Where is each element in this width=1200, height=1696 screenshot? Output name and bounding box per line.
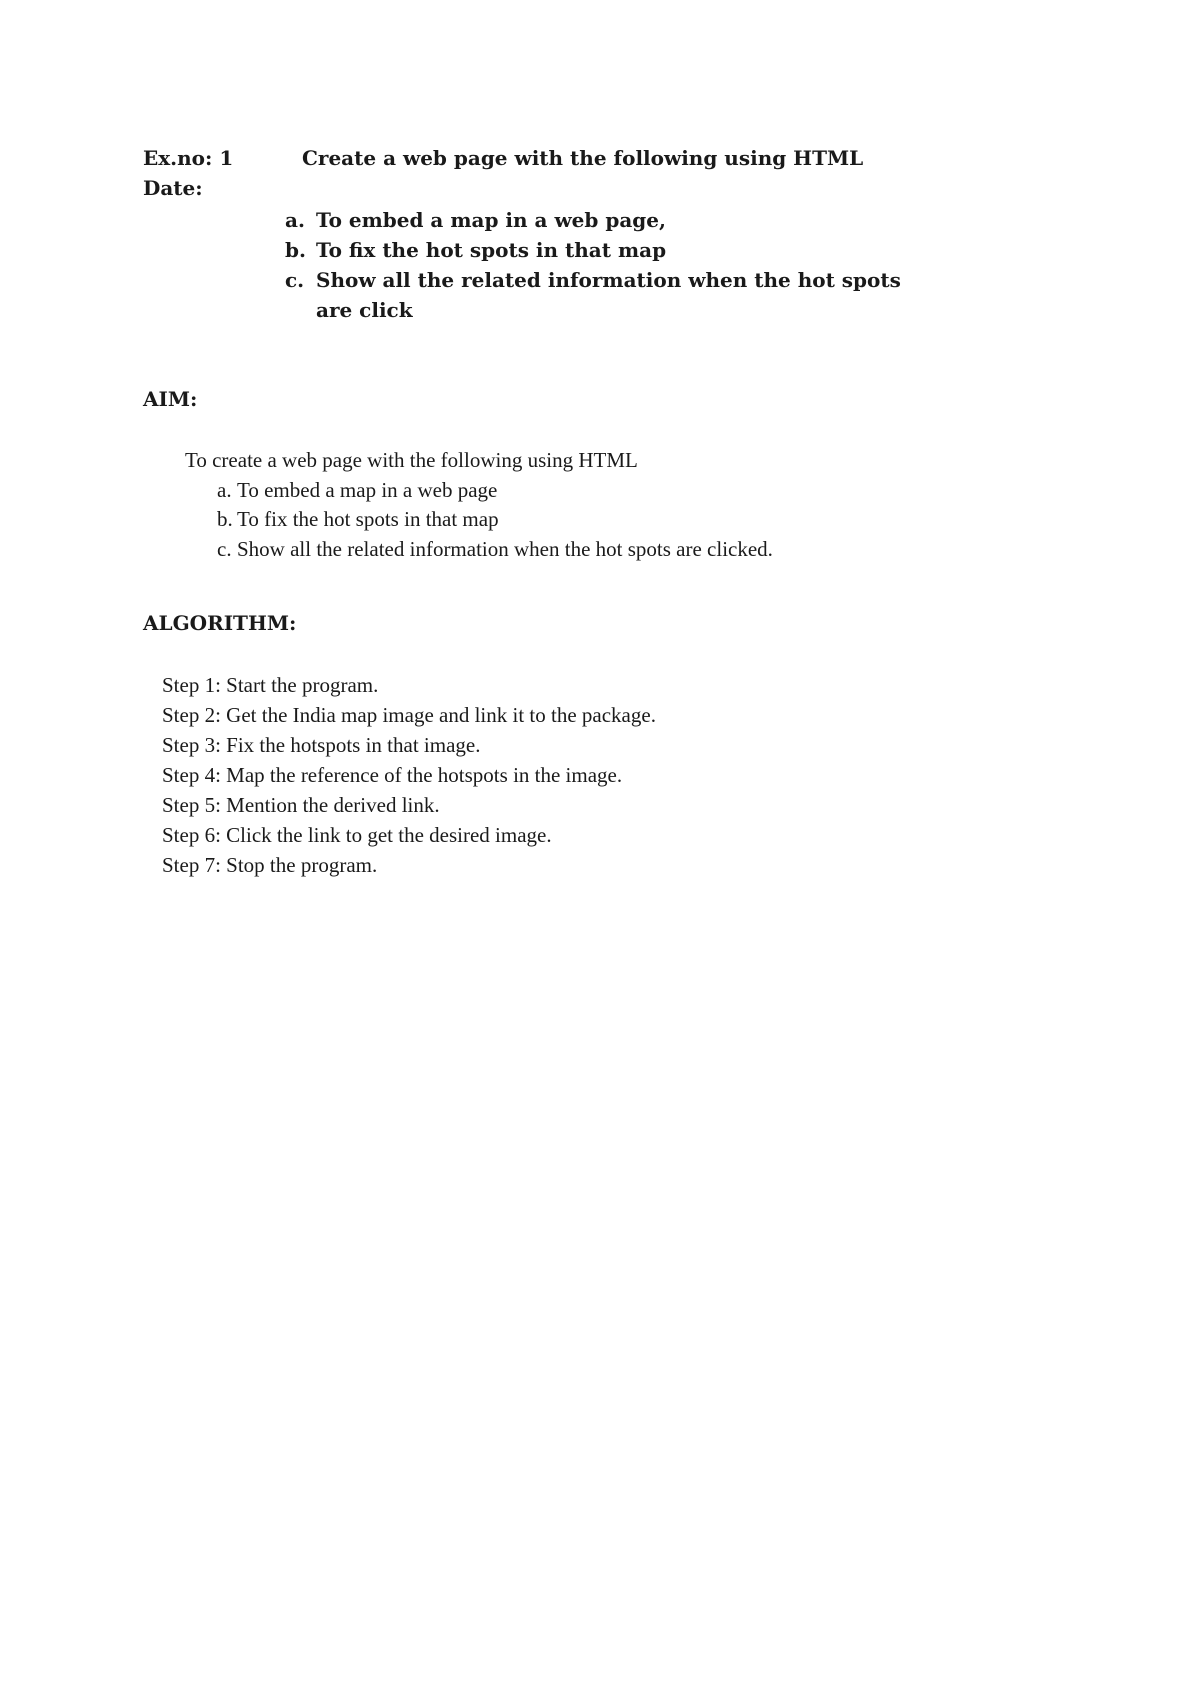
- aim-item-marker: a.: [217, 477, 232, 502]
- task-item: [285, 265, 905, 325]
- algorithm-step: Step 5: Mention the derived link.: [162, 793, 440, 817]
- algorithm-step: Step 6: Click the link to get the desired image.: [162, 823, 552, 847]
- algorithm-step: Step 7: Stop the program.: [162, 853, 378, 877]
- aim-body: [185, 446, 773, 564]
- task-list: [285, 205, 905, 325]
- aim-item-text: Show all the related information when the hot spots are clicked.: [237, 536, 773, 561]
- aim-heading: AIM:: [143, 387, 198, 411]
- aim-item: [185, 535, 773, 565]
- aim-item-text: To embed a map in a web page: [237, 477, 498, 502]
- task-text: To embed a map in a web page,: [316, 208, 666, 232]
- aim-item-marker: c.: [217, 536, 232, 561]
- algorithm-step: Step 2: Get the India map image and link it to the package.: [162, 703, 656, 727]
- task-marker: a.: [285, 208, 305, 232]
- task-text: Show all the related information when the hot spots are click: [316, 268, 901, 322]
- algorithm-steps: [162, 670, 656, 880]
- task-marker: b.: [285, 238, 306, 262]
- task-marker: c.: [285, 268, 305, 292]
- aim-item: [185, 505, 773, 535]
- exercise-title: Create a web page with the following using HTML: [302, 146, 864, 170]
- task-text: To fix the hot spots in that map: [316, 238, 667, 262]
- algorithm-step: Step 1: Start the program.: [162, 673, 379, 697]
- algorithm-heading: ALGORITHM:: [143, 611, 297, 635]
- aim-item-text: To fix the hot spots in that map: [237, 507, 499, 531]
- algorithm-step: Step 3: Fix the hotspots in that image.: [162, 733, 481, 757]
- aim-item: [185, 476, 773, 506]
- task-item: [285, 205, 905, 235]
- task-item: [285, 235, 905, 265]
- date-label: Date:: [143, 176, 203, 200]
- aim-intro: To create a web page with the following using HTML: [185, 448, 638, 472]
- algorithm-step: Step 4: Map the reference of the hotspots in the image.: [162, 763, 623, 787]
- exercise-number: Ex.no: 1: [143, 146, 234, 170]
- aim-item-marker: b.: [217, 507, 233, 531]
